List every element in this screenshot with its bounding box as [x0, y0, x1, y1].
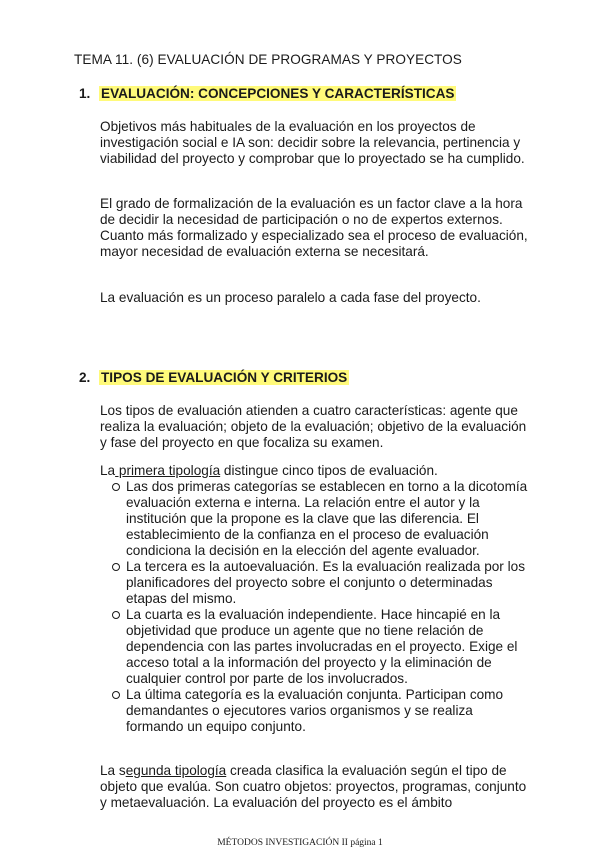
section-2-number: 2.: [79, 370, 91, 385]
second-typology-paragraph: [100, 763, 530, 811]
list-item: La cuarta es la evaluación independiente. Hace hincapié en la objetividad que produce un agente que no tiene relación de dependencia con las partes involucradas en el proyecto. Exige el acceso total a la información del proyecto y la eliminación de cualquier control por parte de los involucrados.: [100, 607, 530, 687]
section-2-title: TIPOS DE EVALUACIÓN Y CRITERIOS: [101, 370, 348, 385]
first-typology-intro: [100, 463, 530, 479]
typology-bullet-list: [100, 479, 530, 735]
first-typology-term: primera tipología: [115, 463, 221, 478]
hollow-circle-bullet-icon: [112, 611, 120, 619]
section-1-paragraph-1: Objetivos más habituales de la evaluación en los proyectos de investigación social e IA son: decidir sobre la relevancia, pertinencia y viabilidad del proyecto y comprobar que lo proyectado se ha cumplido.: [100, 119, 525, 166]
section-1-paragraph-3: La evaluación es un proceso paralelo a cada fase del proyecto.: [100, 290, 481, 305]
section-1-paragraph-2: El grado de formalización de la evaluación es un factor clave a la hora de decidir la necesidad de participación o no de expertos externos. Cuanto más formalizado y especializado sea el proceso de evaluación, mayor necesidad de evaluación externa se necesitará.: [100, 196, 528, 259]
hollow-circle-bullet-icon: [112, 483, 120, 491]
list-item: La tercera es la autoevaluación. Es la evaluación realizada por los planificadores del proyecto sobre el conjunto o determinadas etapas del mismo.: [100, 559, 530, 607]
section-1-heading: [79, 86, 456, 101]
hollow-circle-bullet-icon: [112, 691, 120, 699]
second-typology-suffix: creada clasifica la evaluación según el tipo de objeto que evalúa. Son cuatro objetos: proyectos, programas, conjunto y metaevaluación. La evaluación del proyecto es el ámbito: [100, 763, 527, 810]
section-2-paragraph-1: Los tipos de evaluación atienden a cuatro características: agente que realiza la evaluación; objeto de la evaluación; objetivo de la evaluación y fase del proyecto en que focaliza su examen.: [100, 403, 527, 450]
first-typology-suffix: distingue cinco tipos de evaluación.: [220, 463, 438, 478]
list-item: La última categoría es la evaluación conjunta. Participan como demandantes o ejecutores varios organismos y se realiza formando un equipo conjunto.: [100, 687, 530, 735]
page-footer: MÉTODOS INVESTIGACIÓN II página 1: [217, 838, 383, 848]
section-2-heading: [79, 370, 349, 385]
section-1-title: EVALUACIÓN: CONCEPCIONES Y CARACTERÍSTICAS: [101, 86, 455, 101]
hollow-circle-bullet-icon: [112, 563, 120, 571]
document-title: TEMA 11. (6) EVALUACIÓN DE PROGRAMAS Y PROYECTOS: [74, 52, 462, 67]
second-typology-term: egunda tipología: [125, 763, 227, 778]
first-typology-prefix: La: [100, 463, 116, 478]
second-typology-prefix: La s: [100, 763, 126, 778]
section-1-number: 1.: [79, 86, 91, 101]
list-item: Las dos primeras categorías se establecen en torno a la dicotomía evaluación externa e interna. La relación entre el autor y la institución que la propone es la clave que las diferencia. El establecimiento de la confianza en el proceso de evaluación condiciona la decisión en la elección del agente evaluador.: [100, 479, 530, 559]
